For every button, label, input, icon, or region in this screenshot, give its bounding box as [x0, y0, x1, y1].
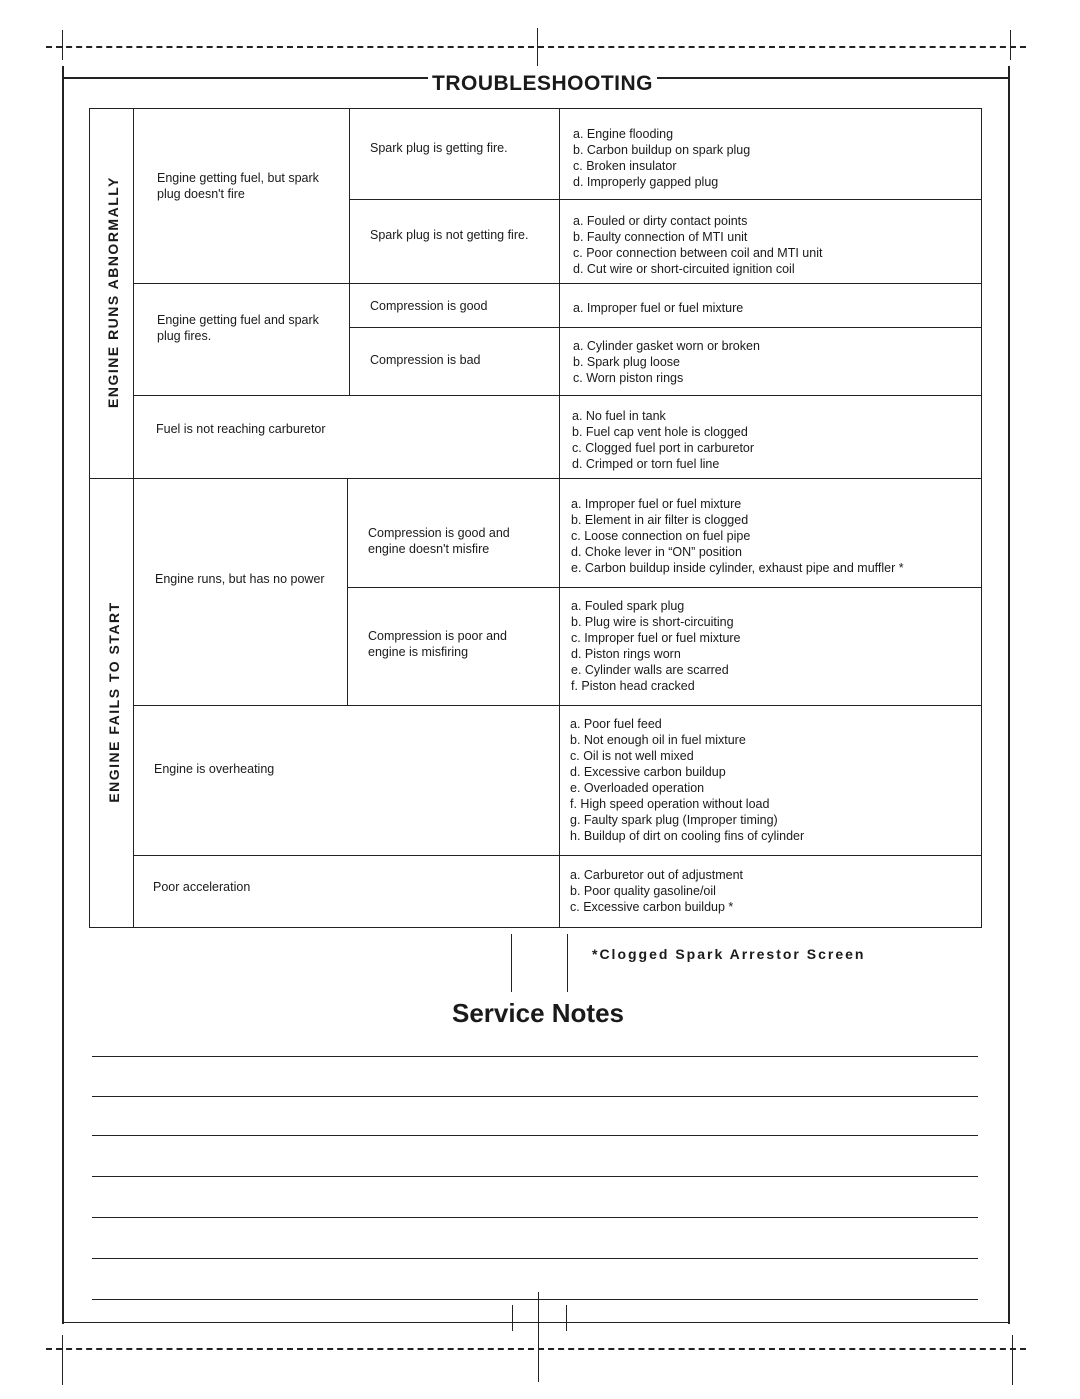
- cause-item: a. Engine flooding: [573, 127, 674, 141]
- page-frame-bottom: [62, 1322, 1008, 1323]
- condition-spark-getting-fire: Spark plug is getting fire.: [370, 141, 508, 155]
- cause-item: c. Poor connection between coil and MTI unit: [573, 246, 823, 260]
- row-divider: [133, 283, 982, 284]
- cause-item: b. Element in air filter is clogged: [571, 513, 749, 527]
- cause-item: b. Plug wire is short-circuiting: [571, 615, 734, 629]
- cause-item: a. Cylinder gasket worn or broken: [573, 339, 760, 353]
- cause-item: a. Fouled or dirty contact points: [573, 214, 748, 228]
- cause-item: b. Faulty connection of MTI unit: [573, 230, 748, 244]
- crop-mark-bottom-left: [62, 1335, 63, 1385]
- page-frame-left: [62, 66, 64, 1324]
- symptom-fuel-not-reaching: Fuel is not reaching carburetor: [156, 422, 326, 436]
- cause-item: a. Improper fuel or fuel mixture: [573, 301, 744, 315]
- cause-item: b. Not enough oil in fuel mixture: [570, 733, 746, 747]
- cause-item: a. No fuel in tank: [572, 409, 666, 423]
- divider-mark: [566, 1305, 567, 1331]
- cause-column-border: [559, 108, 560, 928]
- cause-item: a. Fouled spark plug: [571, 599, 685, 613]
- note-line: [92, 1258, 978, 1259]
- causes-fuel-not-reaching: [572, 408, 754, 472]
- causes-compression-poor-misfire: [571, 598, 741, 694]
- cause-item: e. Carbon buildup inside cylinder, exhaust pipe and muffler *: [571, 561, 904, 575]
- crop-mark-bottom-right: [1012, 1335, 1013, 1385]
- label-column-border: [133, 108, 134, 928]
- cause-item: c. Loose connection on fuel pipe: [571, 529, 751, 543]
- cause-item: d. Choke lever in “ON” position: [571, 545, 742, 559]
- cause-item: e. Overloaded operation: [570, 781, 705, 795]
- symptom-fuel-no-spark: Engine getting fuel, but spark plug doesn't fire: [157, 171, 319, 201]
- cause-item: b. Carbon buildup on spark plug: [573, 143, 751, 157]
- row-divider: [133, 395, 982, 396]
- cause-item: d. Piston rings worn: [571, 647, 681, 661]
- symptom-fuel-and-spark: Engine getting fuel and spark plug fires.: [157, 313, 319, 343]
- section-label-fails-to-start: ENGINE FAILS TO START: [106, 601, 122, 803]
- divider-mark: [567, 934, 568, 992]
- cause-item: c. Broken insulator: [573, 159, 677, 173]
- cause-item: c. Excessive carbon buildup *: [570, 900, 734, 914]
- condition-compression-bad: Compression is bad: [370, 353, 481, 367]
- subrow-divider: [349, 199, 982, 200]
- cause-item: a. Improper fuel or fuel mixture: [571, 497, 742, 511]
- page-title: TROUBLESHOOTING: [428, 72, 657, 96]
- symptom-overheating: Engine is overheating: [154, 762, 275, 776]
- condition-compression-poor-misfire: Compression is poor and engine is misfiring: [368, 629, 507, 659]
- condition-compression-good: Compression is good: [370, 299, 488, 313]
- cause-item: d. Cut wire or short-circuited ignition coil: [573, 262, 795, 276]
- cause-item: d. Crimped or torn fuel line: [572, 457, 720, 471]
- cause-item: a. Poor fuel feed: [570, 717, 662, 731]
- cause-item: f. Piston head cracked: [571, 679, 695, 693]
- divider-mark: [512, 1305, 513, 1331]
- cause-item: e. Cylinder walls are scarred: [571, 663, 729, 677]
- cause-item: a. Carburetor out of adjustment: [570, 868, 744, 882]
- cause-item: c. Improper fuel or fuel mixture: [571, 631, 741, 645]
- cause-item: c. Worn piston rings: [573, 371, 684, 385]
- divider-mark: [511, 934, 512, 992]
- cause-item: b. Spark plug loose: [573, 355, 681, 369]
- crop-mark-top: [46, 46, 1026, 48]
- note-line: [92, 1299, 978, 1300]
- causes-compression-bad: [573, 338, 760, 386]
- cause-item: b. Poor quality gasoline/oil: [570, 884, 716, 898]
- crop-mark-bottom-center: [538, 1292, 539, 1382]
- cause-item: d. Improperly gapped plug: [573, 175, 719, 189]
- subrow-divider: [349, 327, 982, 328]
- crop-mark-bottom: [46, 1348, 1026, 1350]
- section-label-runs-abnormally: ENGINE RUNS ABNORMALLY: [105, 176, 121, 408]
- cause-item: g. Faulty spark plug (Improper timing): [570, 813, 778, 827]
- note-line: [92, 1096, 978, 1097]
- causes-overheating: [570, 716, 804, 844]
- note-line: [92, 1176, 978, 1177]
- symptom-poor-acceleration: Poor acceleration: [153, 880, 251, 894]
- crop-mark-top-center: [537, 28, 538, 66]
- crop-mark-top-left: [62, 30, 63, 60]
- cause-item: f. High speed operation without load: [570, 797, 770, 811]
- condition-column-border: [347, 478, 348, 705]
- symptom-runs-no-power: Engine runs, but has no power: [155, 572, 325, 586]
- service-notes-title: Service Notes: [452, 998, 624, 1028]
- causes-poor-acceleration: [570, 867, 743, 915]
- cause-item: c. Oil is not well mixed: [570, 749, 694, 763]
- causes-spark-not-getting-fire: [573, 213, 822, 277]
- row-divider: [133, 705, 982, 706]
- footnote: *Clogged Spark Arrestor Screen: [592, 946, 866, 962]
- causes-spark-getting-fire: [573, 126, 750, 190]
- section-divider: [89, 478, 982, 479]
- condition-compression-good-no-misfire: Compression is good and engine doesn't misfire: [368, 526, 510, 556]
- cause-item: c. Clogged fuel port in carburetor: [572, 441, 755, 455]
- cause-item: h. Buildup of dirt on cooling fins of cylinder: [570, 829, 805, 843]
- condition-column-border: [349, 108, 350, 395]
- note-line: [92, 1135, 978, 1136]
- condition-spark-not-getting-fire: Spark plug is not getting fire.: [370, 228, 529, 242]
- note-line: [92, 1217, 978, 1218]
- page-frame-right: [1008, 66, 1010, 1324]
- cause-item: d. Excessive carbon buildup: [570, 765, 726, 779]
- crop-mark-top-right: [1010, 30, 1011, 60]
- causes-compression-good: [573, 300, 743, 316]
- causes-compression-good-no-misfire: [571, 496, 904, 576]
- subrow-divider: [348, 587, 982, 588]
- cause-item: b. Fuel cap vent hole is clogged: [572, 425, 748, 439]
- row-divider: [133, 855, 982, 856]
- note-line: [92, 1056, 978, 1057]
